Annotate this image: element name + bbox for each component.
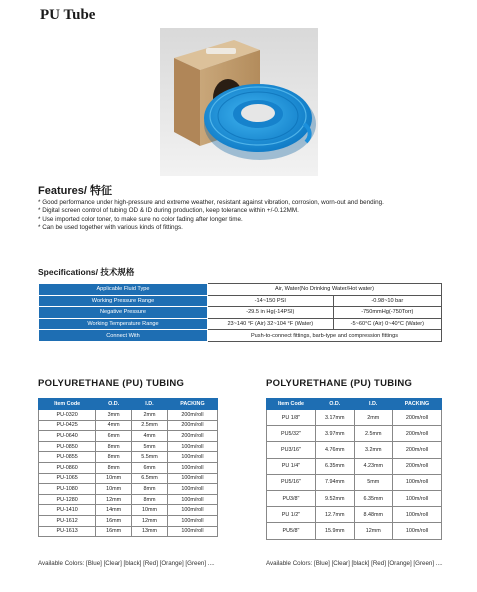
- table-cell: 3mm: [96, 410, 132, 421]
- spec-value: 23~140 °F (Air) 32~104 °F (Water): [208, 318, 334, 330]
- table-header-row: [267, 399, 442, 410]
- product-photo: [160, 28, 318, 176]
- column-header: O.D.: [96, 399, 132, 410]
- spec-row: [39, 330, 442, 342]
- table-cell: 8mm: [132, 484, 168, 495]
- table-cell: 6mm: [132, 462, 168, 473]
- column-header: PACKING: [393, 399, 442, 410]
- page-title: PU Tube: [40, 7, 96, 23]
- table-row: [39, 462, 218, 473]
- table-cell: 3.17mm: [316, 410, 355, 426]
- inch-table-heading: POLYURETHANE (PU) TUBING: [266, 378, 413, 389]
- table-cell: 100m/roll: [393, 490, 442, 506]
- table-cell: PU-1612: [39, 515, 96, 526]
- table-cell: 3.2mm: [354, 442, 393, 458]
- spec-value: Push-to-connect fittings, barb-type and compression fittings: [208, 330, 442, 342]
- table-cell: 13mm: [132, 526, 168, 537]
- table-cell: 12mm: [354, 523, 393, 539]
- table-cell: 2mm: [132, 410, 168, 421]
- table-cell: 4.23mm: [354, 458, 393, 474]
- spec-label: Applicable Fluid Type: [39, 284, 208, 296]
- table-row: [39, 494, 218, 505]
- table-cell: PU-1080: [39, 484, 96, 495]
- table-row: [39, 526, 218, 537]
- table-cell: 10mm: [96, 484, 132, 495]
- specifications-table: [38, 283, 442, 342]
- table-row: [267, 426, 442, 442]
- table-row: [267, 474, 442, 490]
- table-cell: 3.97mm: [316, 426, 355, 442]
- table-row: [39, 441, 218, 452]
- table-row: [267, 490, 442, 506]
- spec-value: -750mmHg(-750Torr): [333, 307, 441, 319]
- column-header: PACKING: [167, 399, 217, 410]
- table-row: [39, 410, 218, 421]
- table-cell: 8mm: [96, 452, 132, 463]
- table-cell: 2.5mm: [354, 426, 393, 442]
- table-cell: PU-1065: [39, 473, 96, 484]
- spec-row: [39, 318, 442, 330]
- table-cell: PU-0640: [39, 431, 96, 442]
- table-cell: 10mm: [96, 473, 132, 484]
- table-cell: 100m/roll: [167, 441, 217, 452]
- table-cell: PU-0860: [39, 462, 96, 473]
- table-cell: 100m/roll: [167, 526, 217, 537]
- table-cell: 6.35mm: [316, 458, 355, 474]
- table-cell: 12mm: [96, 494, 132, 505]
- table-cell: 4.76mm: [316, 442, 355, 458]
- table-row: [267, 523, 442, 539]
- metric-table-heading: POLYURETHANE (PU) TUBING: [38, 378, 185, 389]
- table-cell: 200m/roll: [167, 420, 217, 431]
- table-cell: PU 1/2": [267, 507, 316, 523]
- table-cell: PU-1613: [39, 526, 96, 537]
- table-cell: 200m/roll: [167, 410, 217, 421]
- table-cell: 200m/roll: [393, 410, 442, 426]
- table-cell: PU-0425: [39, 420, 96, 431]
- spec-row: [39, 295, 442, 307]
- table-cell: 100m/roll: [167, 494, 217, 505]
- column-header: Item Code: [39, 399, 96, 410]
- features-list: [38, 199, 418, 232]
- table-row: [267, 458, 442, 474]
- feature-item: * Good performance under high-pressure and extreme weather, resistant against vibration, corrosion, worn-out and bending.: [38, 199, 384, 206]
- table-row: [39, 515, 218, 526]
- table-cell: 5mm: [354, 474, 393, 490]
- table-cell: 8mm: [96, 441, 132, 452]
- table-row: [39, 473, 218, 484]
- table-cell: PU-1410: [39, 505, 96, 516]
- table-cell: PU-0850: [39, 441, 96, 452]
- table-row: [267, 442, 442, 458]
- table-cell: 6.5mm: [132, 473, 168, 484]
- table-cell: PU 1/8": [267, 410, 316, 426]
- table-row: [267, 507, 442, 523]
- specifications-heading: Specifications/ 技术规格: [38, 267, 135, 277]
- table-cell: PU-1280: [39, 494, 96, 505]
- spec-value: -29.5 in Hg(-14PSI): [208, 307, 334, 319]
- table-cell: 15.9mm: [316, 523, 355, 539]
- table-cell: 6.35mm: [354, 490, 393, 506]
- inch-table-body: [267, 410, 442, 540]
- table-cell: 100m/roll: [393, 523, 442, 539]
- table-cell: PU 1/4": [267, 458, 316, 474]
- table-header-row: [39, 399, 218, 410]
- spec-value: -5~60°C (Air) 0~40°C (Water): [333, 318, 441, 330]
- spec-label: Working Temperature Range: [39, 318, 208, 330]
- metric-table-body: [39, 410, 218, 537]
- table-row: [39, 431, 218, 442]
- table-row: [267, 410, 442, 426]
- table-cell: 12mm: [132, 515, 168, 526]
- inch-tubing-table: [266, 398, 442, 540]
- spec-row: [39, 284, 442, 296]
- table-cell: 2mm: [354, 410, 393, 426]
- table-cell: 16mm: [96, 515, 132, 526]
- column-header: O.D.: [316, 399, 355, 410]
- table-cell: 2.5mm: [132, 420, 168, 431]
- metric-tubing-table: [38, 398, 218, 537]
- table-cell: 100m/roll: [393, 474, 442, 490]
- spec-label: Connect With: [39, 330, 208, 342]
- table-cell: 100m/roll: [393, 507, 442, 523]
- table-cell: PU-0855: [39, 452, 96, 463]
- table-cell: 100m/roll: [167, 452, 217, 463]
- spec-value: -14~150 PSI: [208, 295, 334, 307]
- column-header: I.D.: [354, 399, 393, 410]
- spec-value: -0.98~10 bar: [333, 295, 441, 307]
- table-row: [39, 452, 218, 463]
- feature-item: * Use imported color toner, to make sure no color fading after longer time.: [38, 215, 243, 223]
- table-cell: 200m/roll: [167, 431, 217, 442]
- feature-item: * Can be used together with various kinds of fittings.: [38, 223, 183, 231]
- table-cell: 12.7mm: [316, 507, 355, 523]
- table-cell: 200m/roll: [393, 442, 442, 458]
- table-cell: 100m/roll: [167, 505, 217, 516]
- table-cell: PU5/16": [267, 474, 316, 490]
- table-cell: PU5/8": [267, 523, 316, 539]
- column-header: Item Code: [267, 399, 316, 410]
- table-cell: PU5/32": [267, 426, 316, 442]
- table-cell: 4mm: [132, 431, 168, 442]
- table-row: [39, 484, 218, 495]
- column-header: I.D.: [132, 399, 168, 410]
- table-cell: 14mm: [96, 505, 132, 516]
- table-cell: PU3/8": [267, 490, 316, 506]
- features-heading: Features/ 特征: [38, 185, 112, 197]
- table-cell: 200m/roll: [393, 458, 442, 474]
- table-cell: PU-0320: [39, 410, 96, 421]
- table-cell: 8mm: [132, 494, 168, 505]
- spec-row: [39, 307, 442, 319]
- table-cell: 5mm: [132, 441, 168, 452]
- table-cell: 7.94mm: [316, 474, 355, 490]
- table-cell: 200m/roll: [393, 426, 442, 442]
- metric-available-colors: Available Colors: [Blue] [Clear] [black] [Red] [Orange] [Green] ....: [38, 560, 215, 567]
- inch-available-colors: Available Colors: [Blue] [Clear] [black] [Red] [Orange] [Green] ....: [266, 560, 443, 567]
- table-row: [39, 505, 218, 516]
- table-cell: 5.5mm: [132, 452, 168, 463]
- table-cell: 8mm: [96, 462, 132, 473]
- table-cell: 100m/roll: [167, 484, 217, 495]
- spec-value: Air, Water(No Drinking Water/Hot water): [208, 284, 442, 296]
- table-cell: 4mm: [96, 420, 132, 431]
- table-cell: 6mm: [96, 431, 132, 442]
- table-cell: 100m/roll: [167, 473, 217, 484]
- table-cell: 100m/roll: [167, 462, 217, 473]
- feature-item: * Digital screen control of tubing OD & ID during production, keep tolerance within +/-0.12MM.: [38, 207, 299, 215]
- table-cell: 100m/roll: [167, 515, 217, 526]
- spec-label: Negative Pressure: [39, 307, 208, 319]
- table-row: [39, 420, 218, 431]
- table-cell: 8.48mm: [354, 507, 393, 523]
- table-cell: PU3/16": [267, 442, 316, 458]
- spec-label: Working Pressure Range: [39, 295, 208, 307]
- table-cell: 10mm: [132, 505, 168, 516]
- table-cell: 9.52mm: [316, 490, 355, 506]
- table-cell: 16mm: [96, 526, 132, 537]
